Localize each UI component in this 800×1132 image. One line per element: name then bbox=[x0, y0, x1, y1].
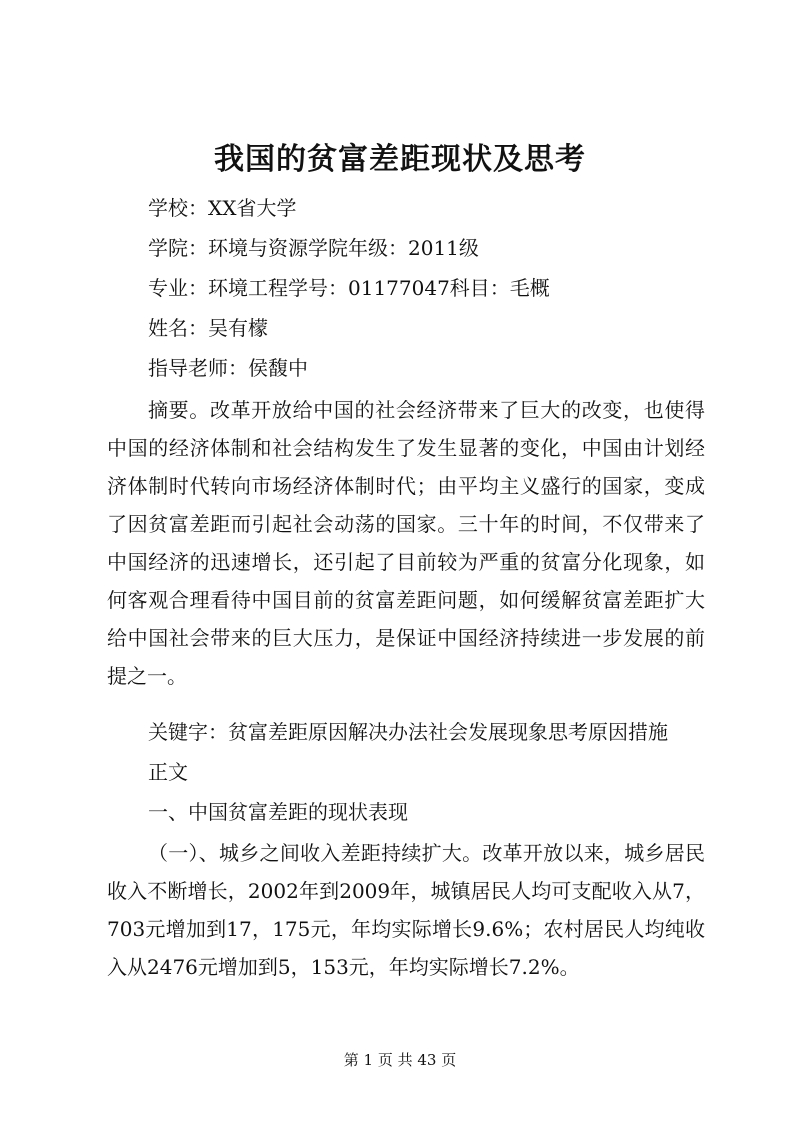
body-paragraph-1: （一）、城乡之间收入差距持续扩大。改革开放以来，城乡居民收入不断增长，2002年到2009年，城镇居民人均可支配收入从7，703元增加到17，175元，年均实际增长9.6%；农村居民人均纯收入从2476元增加到5，153元，年均实际增长7.2%。 bbox=[107, 841, 705, 979]
page-footer: 第 1 页 共 43 页 bbox=[343, 1051, 457, 1069]
name-line: 姓名：吴有檬 bbox=[148, 316, 268, 340]
college-grade-line: 学院：环境与资源学院年级：2011级 bbox=[148, 236, 479, 260]
school-line: 学校：XX省大学 bbox=[148, 196, 297, 220]
body-heading: 正文 bbox=[148, 760, 188, 784]
major-id-subject-line: 专业：环境工程学号：01177047科目：毛概 bbox=[148, 276, 550, 300]
keywords-line: 关键字：贫富差距原因解决办法社会发展现象思考原因措施 bbox=[148, 720, 668, 744]
abstract-paragraph: 摘要。改革开放给中国的社会经济带来了巨大的改变，也使得中国的经济体制和社会结构发生了发生显著的变化，中国由计划经济体制时代转向市场经济体制时代；由平均主义盛行的国家，变成了因贫富差距而引起社会动荡的国家。三十年的时间，不仅带来了中国经济的迅速增长，还引起了目前较为严重的贫富分化现象，如何客观合理看待中国目前的贫富差距问题，如何缓解贫富差距扩大给中国社会带来的巨大压力，是保证中国经济持续进一步发展的前提之一。 bbox=[107, 398, 705, 688]
advisor-line: 指导老师：侯馥中 bbox=[148, 356, 308, 380]
document-title: 我国的贫富差距现状及思考 bbox=[214, 142, 586, 177]
section-heading: 一、中国贫富差距的现状表现 bbox=[148, 800, 408, 824]
